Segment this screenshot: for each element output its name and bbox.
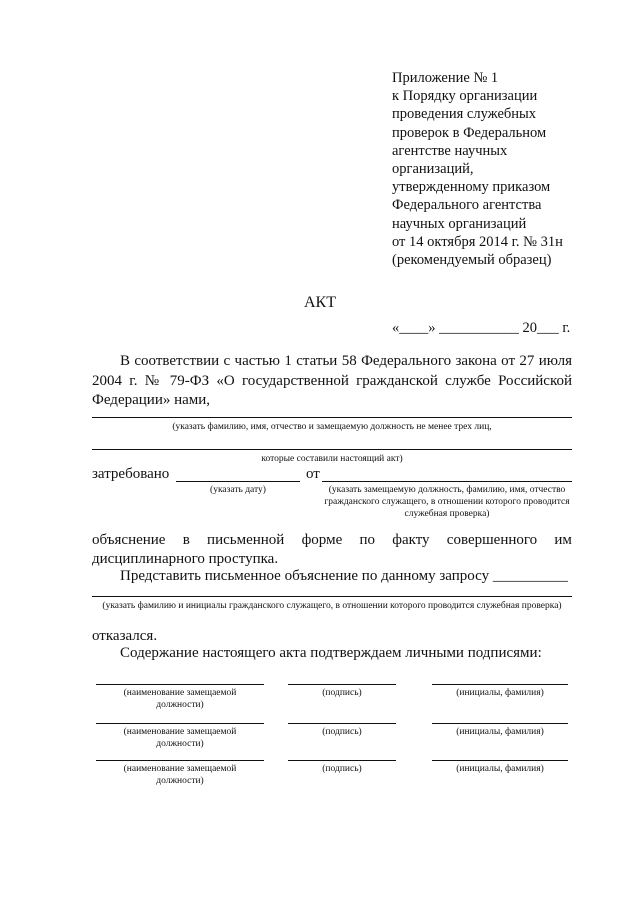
appendix-line: к Порядку организации bbox=[392, 88, 538, 105]
explanation-word: по bbox=[359, 532, 375, 548]
explanation-word: совершенного bbox=[446, 532, 538, 548]
appendix-line: научных организаций bbox=[392, 215, 527, 232]
signature-line bbox=[288, 723, 396, 724]
intro-paragraph bbox=[92, 352, 572, 411]
position-line bbox=[96, 684, 264, 685]
appendix-line: от 14 октября 2014 г. № 31н bbox=[392, 233, 563, 250]
appendix-line: (рекомендуемый образец) bbox=[392, 252, 552, 269]
appendix-line: организаций, bbox=[392, 161, 474, 178]
appendix-block bbox=[392, 69, 592, 269]
submit-text: Представить письменное объяснение по данному запросу __________ bbox=[120, 568, 568, 584]
initials-line bbox=[432, 723, 568, 724]
explanation-word: форме bbox=[301, 532, 343, 548]
initials-hint: (инициалы, фамилия) bbox=[456, 688, 544, 698]
employee-input-line bbox=[322, 481, 572, 482]
position-hint: (наименование замещаемой должности) bbox=[123, 727, 237, 749]
signature-line bbox=[288, 760, 396, 761]
confirm-text: Содержание настоящего акта подтверждаем личными подписями: bbox=[120, 645, 542, 661]
explanation-word: им bbox=[554, 532, 572, 548]
refused-person-hint: (указать фамилию и инициалы гражданского служащего, в отношении которого проводится служебная проверка) bbox=[102, 601, 562, 611]
appendix-line: Приложение № 1 bbox=[392, 70, 499, 86]
position-line bbox=[96, 723, 264, 724]
explanation-word: письменной bbox=[207, 532, 285, 548]
initials-line bbox=[432, 760, 568, 761]
intro-text: В соответствии с частью 1 статьи 58 Федерального закона от 27 июля 2004 г. № 79-ФЗ «О государственной гражданской службе Российской Федерации» нами, bbox=[92, 353, 572, 408]
explanation-word: факту bbox=[392, 532, 430, 548]
date-hint: (указать дату) bbox=[210, 485, 266, 495]
from-label: от bbox=[306, 466, 320, 482]
explanation-word: в bbox=[182, 532, 190, 548]
employee-hint: (указать замещаемую должность, фамилию, имя, отчество гражданского служащего, в отношении которого проводится служебная проверка) bbox=[324, 485, 570, 519]
appendix-line: Федерального агентства bbox=[392, 197, 542, 214]
compiled-hint: которые составили настоящий акт) bbox=[261, 454, 403, 464]
appendix-line: проверок в Федеральном bbox=[392, 124, 547, 141]
explanation-word: объяснение bbox=[92, 532, 166, 548]
explanation-line bbox=[92, 530, 572, 550]
signature-hint: (подпись) bbox=[322, 727, 362, 737]
position-hint: (наименование замещаемой должности) bbox=[123, 764, 237, 786]
members-hint: (указать фамилию, имя, отчество и замещаемую должность не менее трех лиц, bbox=[172, 422, 492, 432]
explanation-line-2: дисциплинарного проступка. bbox=[92, 551, 279, 567]
signature-hint: (подпись) bbox=[322, 764, 362, 774]
refused-person-line bbox=[92, 596, 572, 597]
appendix-line: утвержденному приказом bbox=[392, 179, 551, 196]
appendix-line: проведения служебных bbox=[392, 106, 537, 123]
initials-line bbox=[432, 684, 568, 685]
requested-label: затребовано bbox=[92, 466, 170, 482]
members-input-line bbox=[92, 417, 572, 418]
date-line: «____» ___________ 20___ г. bbox=[392, 320, 571, 336]
date-input-line bbox=[176, 481, 300, 482]
position-hint: (наименование замещаемой должности) bbox=[123, 688, 237, 710]
signature-hint: (подпись) bbox=[322, 688, 362, 698]
initials-hint: (инициалы, фамилия) bbox=[456, 727, 544, 737]
initials-hint: (инициалы, фамилия) bbox=[456, 764, 544, 774]
document-title: АКТ bbox=[304, 294, 336, 311]
signature-line bbox=[288, 684, 396, 685]
refused-text: отказался. bbox=[92, 628, 158, 644]
members-input-line-2 bbox=[92, 449, 572, 450]
position-line bbox=[96, 760, 264, 761]
appendix-line: агентстве научных bbox=[392, 142, 508, 159]
